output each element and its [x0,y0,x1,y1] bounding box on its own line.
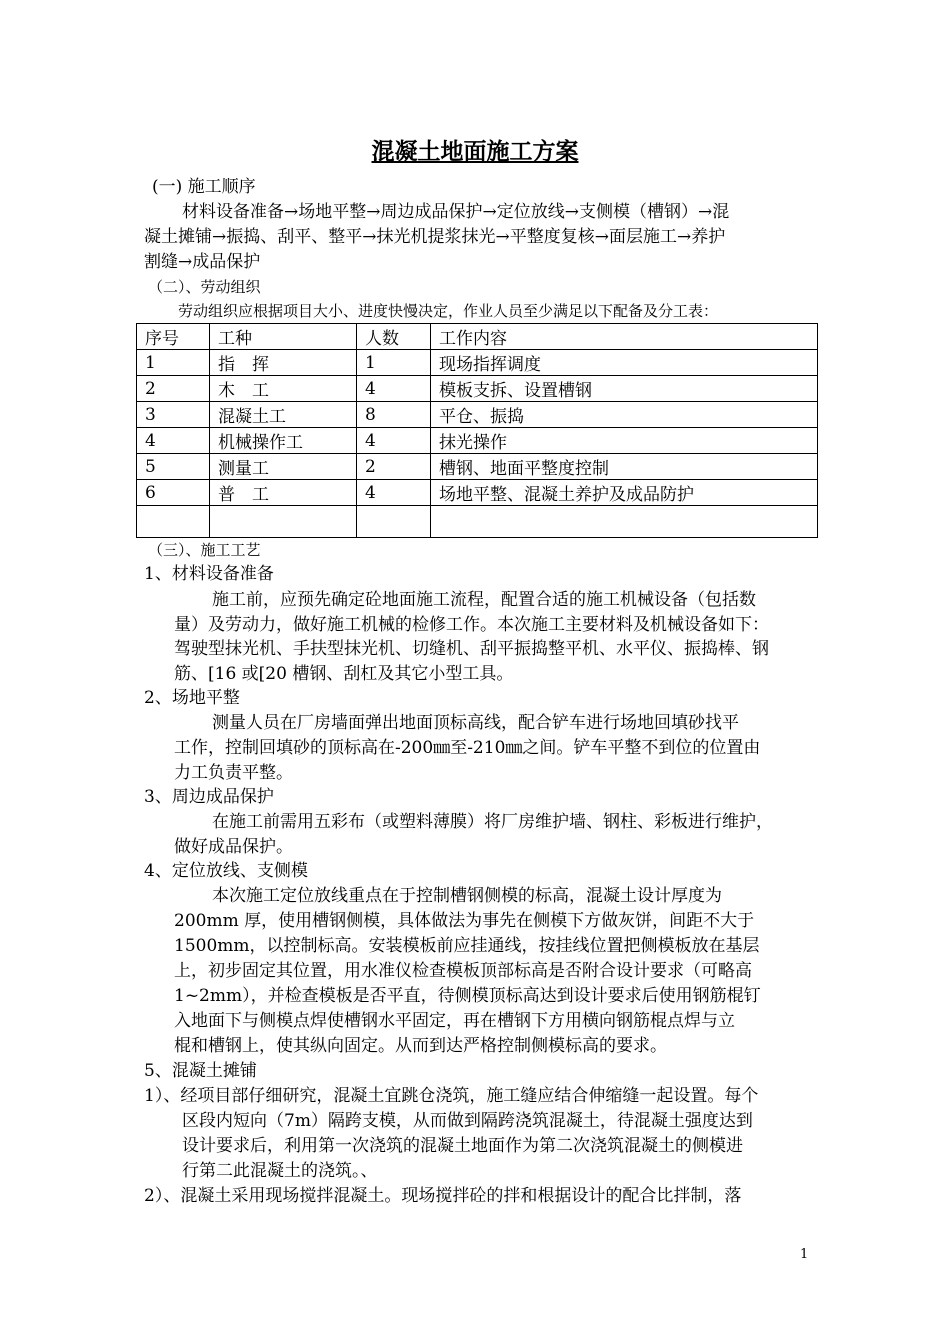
paragraph-line: 2）、混凝土采用现场搅拌混凝土。现场搅拌砼的拌和根据设计的配合比拌制，落 [144,1186,742,1206]
paragraph-line: 材料设备准备→场地平整→周边成品保护→定位放线→支侧模（槽钢）→混 [182,202,730,222]
paragraph-line: 筋、[16 或[20 槽钢、刮杠及其它小型工具。 [174,664,514,684]
section-heading: (一) 施工顺序 [152,177,256,197]
table-cell [137,506,210,538]
paragraph-line: 棍和槽钢上，使其纵向固定。从而到达严格控制侧模标高的要求。 [174,1036,667,1056]
paragraph-line: 1500mm，以控制标高。安装模板前应挂通线，按挂线位置把侧模板放在基层 [174,936,760,956]
paragraph-line: 力工负责平整。 [174,763,293,783]
table-cell: 普 工 [210,480,357,506]
table-cell: 抹光操作 [431,428,818,454]
paragraph-line: 本次施工定位放线重点在于控制槽钢侧模的标高，混凝土设计厚度为 [212,886,722,906]
paragraph-line: 工作，控制回填砂的顶标高在-200㎜至-210㎜之间。铲车平整不到位的位置由 [174,738,761,758]
subsection-heading: 5、混凝土摊铺 [144,1061,257,1081]
table-cell: 2 [357,454,431,480]
table-cell: 指 挥 [210,350,357,376]
subsection-heading: 4、定位放线、支侧模 [144,861,308,881]
table-cell: 1 [357,350,431,376]
document-title: 混凝土地面施工方案 [371,138,579,165]
paragraph-line: 量）及劳动力，做好施工机械的检修工作。本次施工主要材料及机械设备如下： [174,615,769,635]
table-row [137,350,818,376]
table-cell: 4 [357,428,431,454]
paragraph-line: 施工前，应预先确定砼地面施工流程，配置合适的施工机械设备（包括数 [212,590,756,610]
table-header-cell: 序号 [137,324,210,350]
table-header-cell: 人数 [357,324,431,350]
table-cell: 木 工 [210,376,357,402]
table-header-cell: 工作内容 [431,324,818,350]
section-heading: （二）、劳动组织 [148,278,261,296]
table-cell: 场地平整、混凝土养护及成品防护 [431,480,818,506]
table-cell: 3 [137,402,210,428]
table-header-row [137,324,818,350]
paragraph-line: 测量人员在厂房墙面弹出地面顶标高线，配合铲车进行场地回填砂找平 [212,713,739,733]
paragraph-line: 入地面下与侧模点焊使槽钢水平固定，再在槽钢下方用横向钢筋棍点焊与立 [174,1011,735,1031]
table-cell: 4 [357,376,431,402]
table-cell [210,506,357,538]
table-cell: 1 [137,350,210,376]
paragraph-line: 上，初步固定其位置，用水准仪检查模板顶部标高是否附合设计要求（可略高 [174,961,752,981]
table-row [137,428,818,454]
table-cell: 5 [137,454,210,480]
table-cell: 模板支拆、设置槽钢 [431,376,818,402]
table-cell [357,506,431,538]
labor-table [136,323,818,538]
table-row [137,376,818,402]
table-cell: 现场指挥调度 [431,350,818,376]
paragraph-line: 区段内短向（7m）隔跨支模，从而做到隔跨浇筑混凝土，待混凝土强度达到 [182,1111,753,1131]
paragraph-line: 行第二此混凝土的浇筑。、 [182,1161,378,1181]
paragraph-line: 1~2mm），并检查模板是否平直，待侧模顶标高达到设计要求后使用钢筋棍钉 [174,986,761,1006]
paragraph-line: 在施工前需用五彩布（或塑料薄膜）将厂房维护墙、钢柱、彩板进行维护， [212,812,773,832]
paragraph-line: 凝土摊铺→振捣、刮平、整平→抹光机提浆抹光→平整度复核→面层施工→养护 [144,227,726,247]
table-cell [431,506,818,538]
table-cell: 机械操作工 [210,428,357,454]
paragraph-line: 做好成品保护。 [174,837,293,857]
table-row [137,454,818,480]
table-intro: 劳动组织应根据项目大小、进度快慢决定，作业人员至少满足以下配备及分工表： [178,302,719,320]
table-cell: 平仓、振捣 [431,402,818,428]
section-heading: （三）、施工工艺 [148,541,261,559]
table-cell: 6 [137,480,210,506]
table-cell: 2 [137,376,210,402]
paragraph-line: 驾驶型抹光机、手扶型抹光机、切缝机、刮平振捣整平机、水平仪、振捣棒、钢 [174,639,769,659]
subsection-heading: 1、材料设备准备 [144,564,274,584]
table-row [137,480,818,506]
subsection-heading: 2、场地平整 [144,688,240,708]
paragraph-line: 设计要求后，利用第一次浇筑的混凝土地面作为第二次浇筑混凝土的侧模进 [182,1136,743,1156]
table-cell: 测量工 [210,454,357,480]
table-cell: 4 [357,480,431,506]
page-number: 1 [800,1247,809,1262]
table-cell: 槽钢、地面平整度控制 [431,454,818,480]
subsection-heading: 3、周边成品保护 [144,787,274,807]
table-header-cell: 工种 [210,324,357,350]
paragraph-line: 割缝→成品保护 [144,252,261,272]
paragraph-line: 200mm 厚，使用槽钢侧模，具体做法为事先在侧模下方做灰饼，间距不大于 [174,911,755,931]
paragraph-line: 1）、经项目部仔细研究，混凝土宜跳仓浇筑，施工缝应结合伸缩缝一起设置。每个 [144,1086,759,1106]
table-cell: 4 [137,428,210,454]
table-row-empty [137,506,818,538]
table-row [137,402,818,428]
table-cell: 8 [357,402,431,428]
table-cell: 混凝土工 [210,402,357,428]
